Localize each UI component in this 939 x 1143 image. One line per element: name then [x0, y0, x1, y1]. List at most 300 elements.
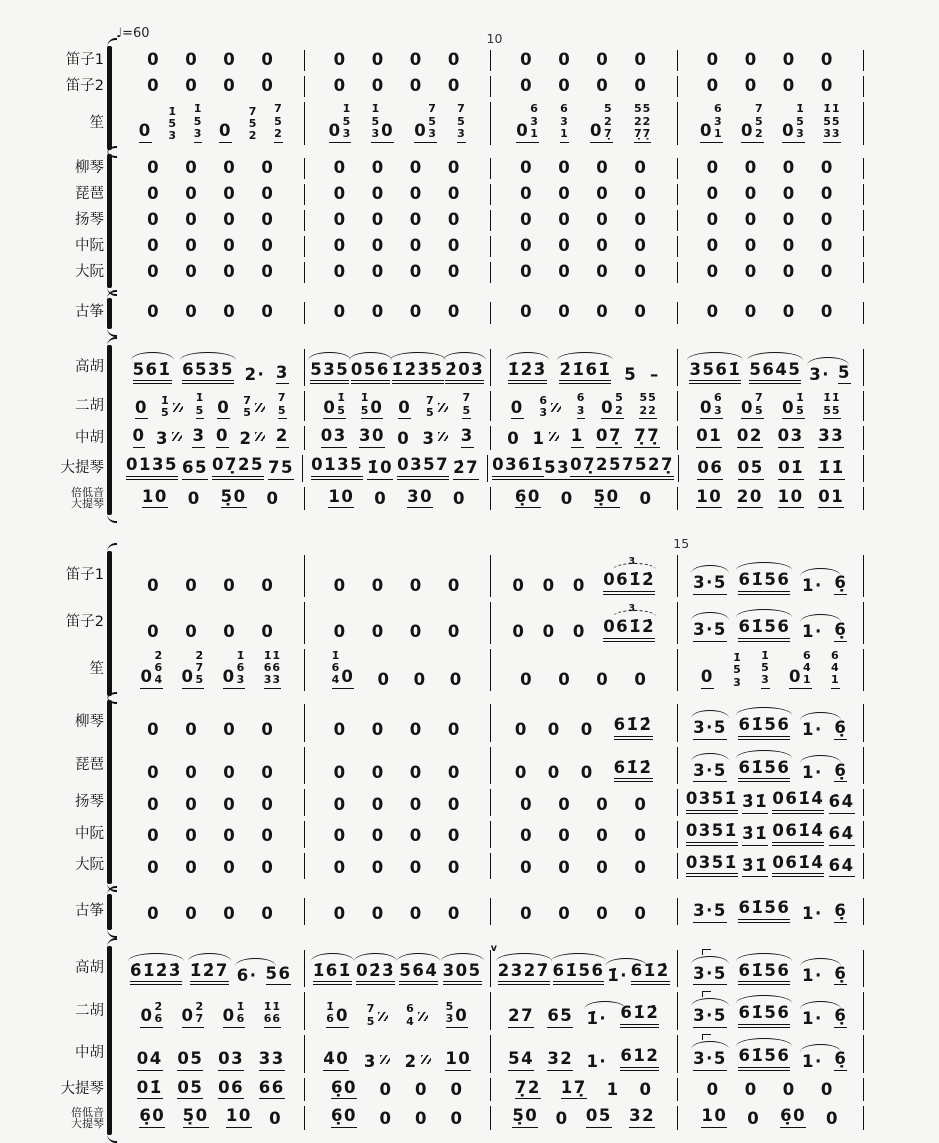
measure: [118, 1035, 305, 1073]
chord-note: 1: [530, 126, 539, 140]
note-group: [380, 1110, 393, 1128]
note-text: 0: [333, 794, 347, 814]
note-cell: [446, 1001, 469, 1028]
note-text: 0351̇: [685, 789, 738, 809]
note-text: 01: [696, 426, 723, 446]
note-text: 0: [520, 236, 534, 256]
note-text: 54: [508, 1049, 535, 1069]
note-group: [829, 825, 855, 846]
note-cell: [147, 796, 160, 814]
note-group: [448, 577, 461, 595]
measure: [305, 236, 492, 257]
note-text: 0: [590, 121, 604, 141]
note-text: 0: [560, 489, 574, 509]
note-cell: [461, 427, 474, 448]
note-text: 0: [699, 121, 713, 141]
note-text: 6̣0: [780, 1106, 807, 1126]
note-text: 0: [261, 794, 275, 814]
note-text: 0: [222, 1006, 236, 1026]
note-cell: [634, 51, 647, 69]
note-group: [276, 427, 289, 448]
note-text: 0: [409, 858, 423, 878]
instrument-group-plucked: [28, 156, 864, 287]
note-text: 0: [512, 575, 526, 595]
note-group: [558, 77, 571, 95]
note-text: 0: [596, 236, 610, 256]
note-text: 0: [223, 858, 237, 878]
note-group: [603, 571, 655, 595]
note-cell: [216, 427, 229, 448]
note-cell: [742, 857, 768, 878]
note-group: [192, 427, 205, 448]
note-cell: [261, 623, 274, 641]
chord-note: 3: [713, 114, 723, 128]
note-cell: [558, 905, 571, 923]
note-text: 0: [747, 1108, 761, 1128]
note-text: 0: [223, 826, 237, 846]
note-text: 061̇4̇: [772, 852, 825, 872]
note-text: 0: [639, 1080, 653, 1100]
note-cell: [547, 1007, 573, 1028]
note-group: [586, 1053, 607, 1071]
note-group: [834, 574, 847, 595]
note-text: 0: [409, 50, 423, 69]
note-group: [778, 459, 804, 480]
note-cell: [415, 1110, 428, 1128]
note-text: 0: [409, 262, 423, 282]
note-group: [183, 1107, 209, 1128]
note-text: 0: [706, 262, 720, 282]
note-text: 0: [333, 720, 347, 740]
breath-mark: v: [490, 942, 497, 954]
note-group: [410, 577, 423, 595]
note-text: 10: [225, 1106, 252, 1126]
note-cell: [185, 623, 198, 641]
measure: [678, 704, 865, 742]
note-text: 0: [185, 262, 199, 282]
note-group: [147, 796, 160, 814]
note-cell: [539, 395, 561, 420]
note-group: [558, 237, 571, 255]
note-group: [686, 854, 738, 878]
note-group: [701, 1107, 727, 1128]
note-group: [147, 237, 160, 255]
note-group: [261, 51, 274, 69]
note-cell: [182, 459, 208, 480]
note-group: [634, 859, 647, 877]
tremolo-mark: [172, 432, 182, 441]
note-group: [453, 459, 479, 480]
note-group: [415, 1081, 428, 1099]
note-text: 3·5: [693, 901, 727, 921]
note-cell: [147, 577, 160, 595]
note-group: [783, 263, 796, 281]
note-text: 0: [147, 858, 161, 878]
note-text: 3·5: [693, 963, 727, 983]
note-cell: [778, 427, 804, 448]
note-group: [190, 962, 229, 986]
note-group: [133, 361, 172, 385]
note-group: [596, 185, 609, 203]
note-text: 0: [409, 76, 423, 96]
note-cell: [147, 303, 160, 321]
note-cell: [261, 303, 274, 321]
note-group: [185, 827, 198, 845]
chord-stack: [237, 650, 246, 687]
note-group: [334, 721, 347, 739]
note-group: [397, 456, 449, 480]
measures-zhongruan: [118, 236, 864, 257]
note-text: 33: [818, 426, 845, 446]
note-cell: [741, 392, 764, 419]
note-group: [693, 719, 727, 740]
note-group: [596, 905, 609, 923]
note-cell: [147, 263, 160, 281]
note-cell: [821, 1081, 834, 1099]
note-cell: [634, 237, 647, 255]
note-group: [406, 1003, 415, 1028]
note-group: [778, 488, 804, 509]
chord-note: 1̇1̇: [823, 102, 841, 116]
measure: [491, 210, 678, 231]
note-group: [508, 361, 547, 385]
note-text: 6·: [236, 966, 258, 986]
note-cell: [410, 577, 423, 595]
note-text: 0: [266, 489, 280, 509]
instrument-label-daruan: 大阮: [75, 264, 104, 281]
note-cell: [693, 1050, 727, 1071]
note-text: 61̇56: [738, 1003, 791, 1023]
note-cell: [607, 1081, 620, 1099]
note-cell: [359, 427, 385, 448]
note-cell: [737, 488, 763, 509]
note-cell: [462, 392, 471, 419]
note-text: 0: [826, 1108, 840, 1128]
note-group: [185, 577, 198, 595]
note-text: 3̇1̇: [742, 855, 769, 875]
note-group: [821, 263, 834, 281]
note-cell: [512, 577, 525, 595]
note-cell: [182, 1001, 205, 1028]
note-text: 3·5: [693, 1049, 727, 1069]
note-text: 0: [447, 720, 461, 740]
note-text: 0: [596, 858, 610, 878]
note-text: 0: [706, 157, 720, 177]
note-cell: [331, 1107, 357, 1128]
note-group: [823, 103, 840, 142]
note-text: 0: [447, 858, 461, 878]
note-text: 30: [359, 426, 385, 446]
system-1: [28, 31, 864, 513]
note-group: [410, 905, 423, 923]
note-text: 0: [147, 183, 161, 203]
note-text: 0: [333, 302, 347, 322]
chord-note: 7: [366, 1002, 376, 1016]
note-text: 0: [223, 157, 237, 177]
note-text: 0: [371, 720, 385, 740]
note-group: [182, 1001, 205, 1028]
note-cell: [278, 392, 287, 419]
note-group: [738, 459, 764, 480]
note-group: [707, 77, 720, 95]
note-group: [133, 427, 146, 448]
note-text: 07̣: [596, 426, 622, 446]
note-cell: [543, 623, 556, 641]
note-cell: [367, 1003, 389, 1028]
chord-note: 5: [761, 660, 770, 674]
note-text: 53: [544, 457, 571, 477]
instrument-label-dizi-1: 笛子1: [65, 567, 104, 584]
note-group: [334, 764, 347, 782]
note-group: [372, 263, 385, 281]
note-group: [334, 159, 347, 177]
note-cell: [223, 303, 236, 321]
note-text: 56: [265, 963, 292, 983]
tremolo-mark: [549, 432, 559, 441]
note-cell: [261, 905, 274, 923]
note-group: [738, 618, 790, 642]
note-group: [556, 1110, 569, 1128]
instrument-label-liuqin: 柳琴: [75, 159, 104, 176]
chord-note: 5: [615, 391, 624, 405]
note-text: 0135: [126, 454, 178, 474]
note-group: [686, 822, 738, 846]
note-cell: [701, 668, 714, 689]
note-text: 0: [596, 302, 610, 322]
note-group: [821, 159, 834, 177]
chord-note: 6: [803, 648, 812, 662]
note-text: 0: [222, 667, 236, 687]
note-group: [783, 51, 796, 69]
note-text: 61̇2̇: [613, 714, 653, 734]
note-text: 0: [223, 794, 237, 814]
note-text: 0: [185, 210, 199, 229]
note-text: 0: [782, 50, 796, 69]
note-group: [372, 859, 385, 877]
chord-note: 1: [713, 126, 723, 140]
measure: [491, 102, 678, 144]
note-cell: [448, 796, 461, 814]
tempo-marking: ♩=60: [116, 26, 150, 41]
measure: [491, 1035, 678, 1073]
chord-note: 5: [457, 114, 466, 128]
note-cell: [426, 395, 448, 420]
note-group: [544, 459, 570, 480]
chord-stack: [714, 392, 723, 417]
measure: [491, 391, 678, 421]
note-cell: [223, 623, 236, 641]
note-cell: [334, 623, 347, 641]
note-group: [223, 905, 236, 923]
note-text: 0: [185, 236, 199, 256]
note-cell: [133, 427, 146, 448]
chord-note: 3: [168, 129, 178, 143]
note-group: [448, 211, 461, 229]
note-cell: [515, 1079, 541, 1100]
note-group: [634, 237, 647, 255]
note-text: 0: [744, 183, 758, 203]
note-group: [834, 719, 847, 740]
note-text: 0: [596, 794, 610, 814]
note-group: [331, 1107, 357, 1128]
measure: [305, 649, 492, 691]
chord-note: 1̇: [236, 648, 246, 662]
note-cell: [558, 51, 571, 69]
measure: [678, 349, 865, 387]
staff-row-daruan: [28, 260, 864, 286]
note-text: 0: [634, 826, 648, 846]
note-text: 3·5: [693, 619, 727, 639]
note-group: [596, 827, 609, 845]
note-group: [607, 1081, 620, 1099]
note-group: [802, 1010, 823, 1028]
chord-note: 1̇: [796, 102, 805, 116]
note-group: [696, 427, 722, 448]
chord-note: 55: [823, 403, 841, 417]
note-group: [264, 650, 281, 689]
note-group: [399, 962, 438, 986]
chord-stack: [803, 650, 812, 687]
measure: [679, 455, 864, 482]
note-group: [374, 490, 387, 508]
note-group: [334, 211, 347, 229]
note-group: [147, 827, 160, 845]
note-group: [147, 303, 160, 321]
staff-row-yangqin: [28, 208, 864, 234]
note-text: 0: [261, 826, 275, 846]
note-text: 03: [777, 426, 804, 446]
staff-row-liuqin: [28, 702, 864, 745]
note-group: [558, 303, 571, 321]
note-cell: [147, 905, 160, 923]
note-cell: [634, 77, 647, 95]
note-cell: [634, 427, 660, 448]
note-cell: [261, 185, 274, 203]
chord-note: 7: [426, 393, 435, 407]
note-group: [364, 1053, 377, 1071]
note-text: 0: [261, 76, 275, 96]
note-cell: [596, 796, 609, 814]
note-group: [223, 827, 236, 845]
note-cell: [448, 211, 461, 229]
note-text: 6̇4̇: [828, 855, 855, 875]
note-group: [749, 361, 801, 385]
note-cell: [556, 1110, 569, 1128]
note-cell: [596, 905, 609, 923]
note-cell: [332, 650, 355, 689]
note-cell: [183, 1107, 209, 1128]
note-text: 0: [333, 157, 347, 177]
note-group: [802, 721, 823, 739]
note-cell: [245, 366, 266, 384]
note-group: [450, 671, 463, 689]
note-cell: [261, 827, 274, 845]
note-text: 0: [409, 720, 423, 740]
note-cell: [586, 1010, 607, 1028]
note-cell: [520, 827, 533, 845]
note-cell: [177, 1050, 203, 1071]
note-group: [185, 159, 198, 177]
chord-stack: [337, 392, 346, 417]
chord-note: 1̇: [236, 999, 246, 1013]
note-group: [558, 671, 571, 689]
measure: [118, 950, 305, 988]
note-text: 3·: [809, 365, 831, 385]
note-cell: [372, 905, 385, 923]
chord-note: 5: [193, 114, 203, 128]
measure: [678, 487, 865, 511]
note-group: [130, 962, 182, 986]
note-text: 0: [261, 157, 275, 177]
chord-stack: [278, 392, 287, 417]
note-cell: [226, 1107, 252, 1128]
note-group: [185, 237, 198, 255]
note-cell: [586, 1053, 607, 1071]
note-text: 0: [185, 302, 199, 322]
note-cell: [311, 456, 363, 480]
measure: [678, 426, 865, 450]
note-cell: [192, 427, 205, 448]
note-text: 17̣: [560, 1077, 587, 1097]
note-group: [571, 427, 584, 448]
note-group: [520, 671, 533, 689]
note-group: [147, 905, 160, 923]
note-text: 6̣: [834, 1006, 848, 1026]
instrument-group-strings: [28, 347, 864, 514]
chord-note: 5: [426, 406, 435, 420]
measures-dizi-2: [118, 602, 864, 644]
note-cell: [634, 827, 647, 845]
note-cell: [334, 77, 347, 95]
note-cell: [696, 427, 722, 448]
measure: [118, 302, 305, 323]
note-cell: [738, 459, 764, 480]
chord-stack: [761, 650, 770, 687]
measure: [491, 236, 678, 257]
note-text: 0: [572, 622, 586, 642]
note-text: 0: [333, 763, 347, 783]
note-group: [223, 623, 236, 641]
note-text: 1̇2̇7: [189, 960, 229, 980]
note-cell: [516, 103, 539, 142]
note-group: [700, 392, 723, 419]
chord-note: 3: [560, 114, 569, 128]
measures-liuqin: [118, 704, 864, 742]
note-group: [686, 790, 738, 814]
chord-note: 5: [733, 663, 742, 677]
measure: [678, 853, 865, 880]
note-cell: [590, 103, 613, 142]
note-text: 0: [147, 622, 161, 642]
chord-note: 7: [462, 391, 472, 405]
note-cell: [558, 159, 571, 177]
note-text: 2̇03̇: [445, 359, 485, 379]
chord-note: 22: [633, 114, 652, 128]
note-group: [634, 671, 647, 689]
note-cell: [185, 77, 198, 95]
note-cell: [772, 790, 824, 814]
measure: [678, 302, 865, 323]
note-text: 05: [585, 1106, 612, 1126]
note-cell: [738, 1004, 790, 1028]
note-cell: [218, 1050, 244, 1071]
note-cell: [558, 185, 571, 203]
note-text: 61̇56: [738, 1046, 791, 1066]
chord-stack: [428, 103, 437, 140]
note-cell: [156, 430, 182, 448]
note-text: 0: [449, 669, 463, 689]
measure: [305, 898, 492, 925]
